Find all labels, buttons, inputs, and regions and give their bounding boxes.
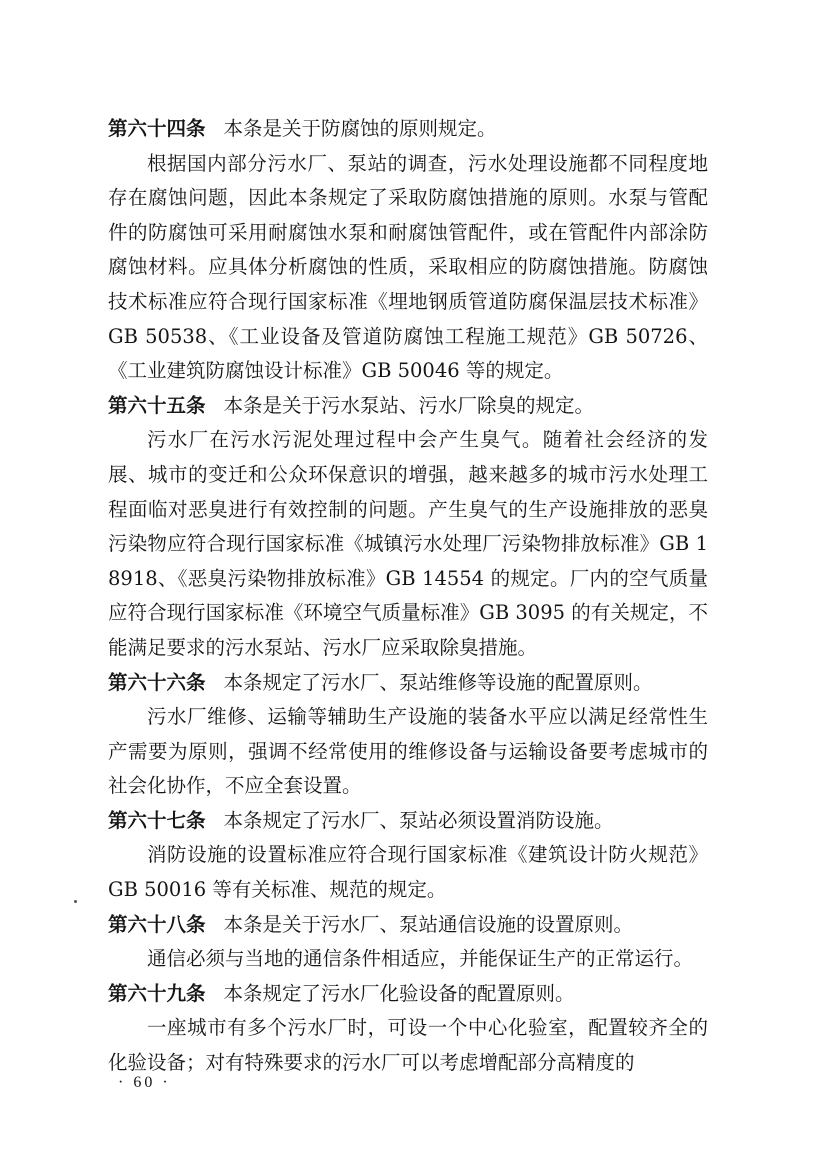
article-title: 本条规定了污水厂、泵站维修等设施的配置原则。 <box>223 670 653 694</box>
section-heading <box>108 112 708 147</box>
article-body: 根据国内部分污水厂、泵站的调查，污水处理设施都不同程度地存在腐蚀问题，因此本条规定了采取防腐蚀措施的原则。水泵与管配件的防腐蚀可采用耐腐蚀水泵和耐腐蚀管配件，或在管配件内部涂防腐蚀材料。应具体分析腐蚀的性质，采取相应的防腐蚀措施。防腐蚀技术标准应符合现行国家标准《埋地钢质管道防腐保温层技术标准》GB 50538、《工业设备及管道防腐蚀工程施工规范》GB 50726、《工业建筑防腐蚀设计标准》GB 50046 等的规定。 <box>108 151 708 383</box>
document-page <box>108 112 708 1081</box>
section-heading <box>108 389 708 424</box>
article-number: 第六十八条 <box>108 912 206 936</box>
section-heading <box>108 666 708 701</box>
article-number: 第六十六条 <box>108 670 206 694</box>
article-title: 本条是关于防腐蚀的原则规定。 <box>223 117 497 140</box>
article-number: 第六十五条 <box>108 393 206 417</box>
article-body: 污水厂维修、运输等辅助生产设施的装备水平应以满足经常性生产需要为原则，强调不经常使用的维修设备与运输设备要考虑城市的社会化协作，不应全套设置。 <box>108 705 708 798</box>
section-heading <box>108 908 708 943</box>
article-number: 第六十七条 <box>108 808 206 832</box>
page-number: · 60 · <box>118 1074 171 1091</box>
article-body: 消防设施的设置标准应符合现行国家标准《建筑设计防火规范》GB 50016 等有关标准、规范的规定。 <box>108 843 708 902</box>
section-heading <box>108 977 708 1012</box>
article-title: 本条是关于污水厂、泵站通信设施的设置原则。 <box>223 912 634 936</box>
scan-speck <box>74 900 77 903</box>
article-title: 本条规定了污水厂、泵站必须设置消防设施。 <box>223 808 614 832</box>
article-body: 一座城市有多个污水厂时，可设一个中心化验室，配置较齐全的化验设备；对有特殊要求的污水厂可以考虑增配部分高精度的 <box>108 1016 708 1075</box>
article-title: 本条是关于污水泵站、污水厂除臭的规定。 <box>223 393 595 417</box>
article-title: 本条规定了污水厂化验设备的配置原则。 <box>223 981 575 1005</box>
article-body: 污水厂在污水污泥处理过程中会产生臭气。随着社会经济的发展、城市的变迁和公众环保意识的增强，越来越多的城市污水处理工程面临对恶臭进行有效控制的问题。产生臭气的生产设施排放的恶臭污染物应符合现行国家标准《城镇污水处理厂污染物排放标准》GB 18918、《恶臭污染物排放标准》GB 14554 的规定。厂内的空气质量应符合现行国家标准《环境空气质量标准》GB 3095 的有关规定，不能满足要求的污水泵站、污水厂应采取除臭措施。 <box>108 428 708 659</box>
article-body: 通信必须与当地的通信条件相适应，并能保证生产的正常运行。 <box>147 947 694 971</box>
section-heading <box>108 804 708 839</box>
article-number: 第六十九条 <box>108 981 206 1005</box>
article-number: 第六十四条 <box>108 117 206 140</box>
